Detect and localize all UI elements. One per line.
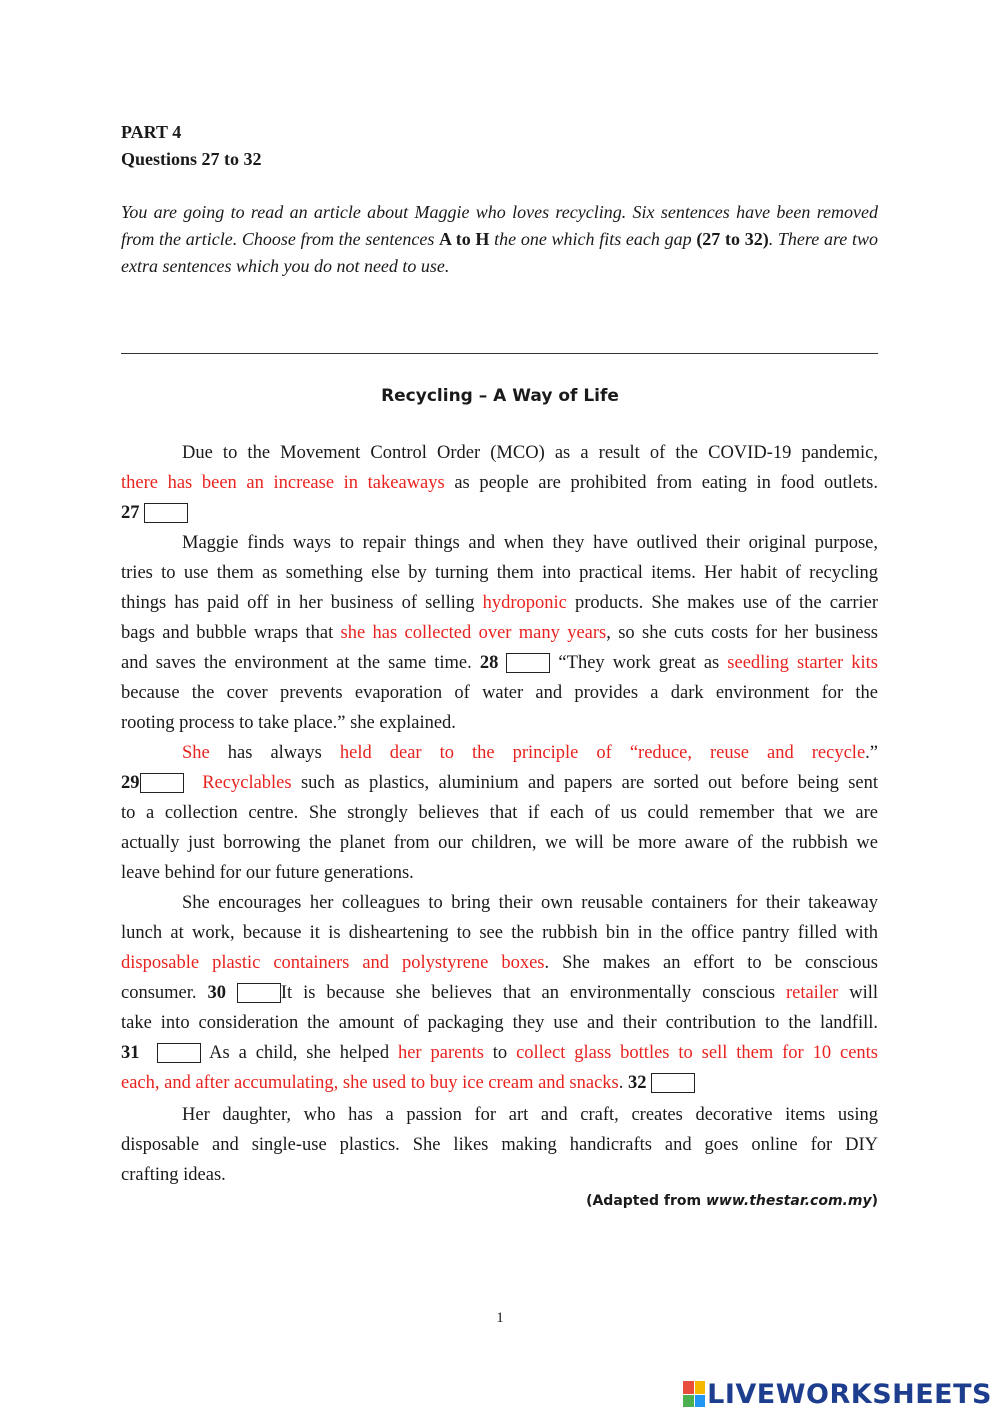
divider xyxy=(121,353,878,354)
p4-line4: consumer. 30 It is because she believes that an environmentally conscious retailer will xyxy=(121,983,879,1003)
p1-line1: Due to the Movement Control Order (MCO) as a result of the COVID-19 pandemic, xyxy=(182,443,878,463)
answer-box-30[interactable] xyxy=(237,983,281,1003)
questions-heading: Questions 27 to 32 xyxy=(121,149,262,169)
p4-line2: lunch at work, because it is disheartening to see the rubbish bin in the office pantry filled with xyxy=(121,923,878,943)
p3-line2: 29 Recyclables such as plastics, aluminium and papers are sorted out before being sent xyxy=(121,773,879,793)
answer-box-28[interactable] xyxy=(506,653,550,673)
answer-box-31[interactable] xyxy=(157,1043,201,1063)
p4-line5: take into consideration the amount of packaging they use and their contribution to the landfill. xyxy=(121,1013,878,1033)
source-credit: (Adapted from www.thestar.com.my) xyxy=(586,1193,878,1209)
answer-box-27[interactable] xyxy=(144,503,188,523)
p5-line1: Her daughter, who has a passion for art and craft, creates decorative items using xyxy=(182,1105,878,1125)
p2-line1: Maggie finds ways to repair things and when they have outlived their original purpose, xyxy=(182,533,878,553)
p1-line2: there has been an increase in takeaways as people are prohibited from eating in food outlets. xyxy=(121,473,878,493)
p3-line4: actually just borrowing the planet from our children, we will be more aware of the rubbish we xyxy=(121,833,878,853)
p2-line3: things has paid off in her business of selling hydroponic products. She makes use of the carrier xyxy=(121,593,879,613)
p2-line5: and saves the environment at the same time. 28 “They work great as seedling starter kits xyxy=(121,653,878,673)
answer-box-32[interactable] xyxy=(651,1073,695,1093)
p4-line3: disposable plastic containers and polystyrene boxes. She makes an effort to be conscious xyxy=(121,953,878,973)
p2-line4: bags and bubble wraps that she has collected over many years, so she cuts costs for her business xyxy=(121,623,878,643)
p4-line6: 31 As a child, she helped her parents to collect glass bottles to sell them for 10 cents xyxy=(121,1043,878,1063)
p2-line2: tries to use them as something else by turning them into practical items. Her habit of recycling xyxy=(121,563,878,583)
p4-line1: She encourages her colleagues to bring their own reusable containers for their takeaway xyxy=(182,893,878,913)
p3-line3: to a collection centre. She strongly believes that if each of us could remember that we are xyxy=(121,803,878,823)
p3-line1: She has always held dear to the principle of “reduce, reuse and recycle.” xyxy=(182,743,878,763)
p3-line5: leave behind for our future generations. xyxy=(121,863,414,883)
gap-27: 27 xyxy=(121,498,878,528)
p5-line3: crafting ideas. xyxy=(121,1165,226,1185)
article-title: Recycling – A Way of Life xyxy=(381,386,619,406)
liveworksheets-logo: LIVEWORKSHEETS xyxy=(683,1378,992,1410)
p4-line7: each, and after accumulating, she used to buy ice cream and snacks. 32 xyxy=(121,1068,878,1098)
p2-line7: rooting process to take place.” she explained. xyxy=(121,713,456,733)
logo-icon xyxy=(683,1381,705,1407)
p2-line6: because the cover prevents evaporation of water and provides a dark environment for the xyxy=(121,683,878,703)
p5-line2: disposable and single-use plastics. She likes making handicrafts and goes online for DIY xyxy=(121,1135,878,1155)
instructions: You are going to read an article about Maggie who loves recycling. Six sentences have been removed from the article. Choose from the sentences A to H the one which fits each gap (27 to 32). There are two extra sentences which you do not need to use. xyxy=(121,202,878,276)
page-number: 1 xyxy=(496,1310,504,1326)
answer-box-29[interactable] xyxy=(140,773,184,793)
part-heading: PART 4 xyxy=(121,122,182,142)
